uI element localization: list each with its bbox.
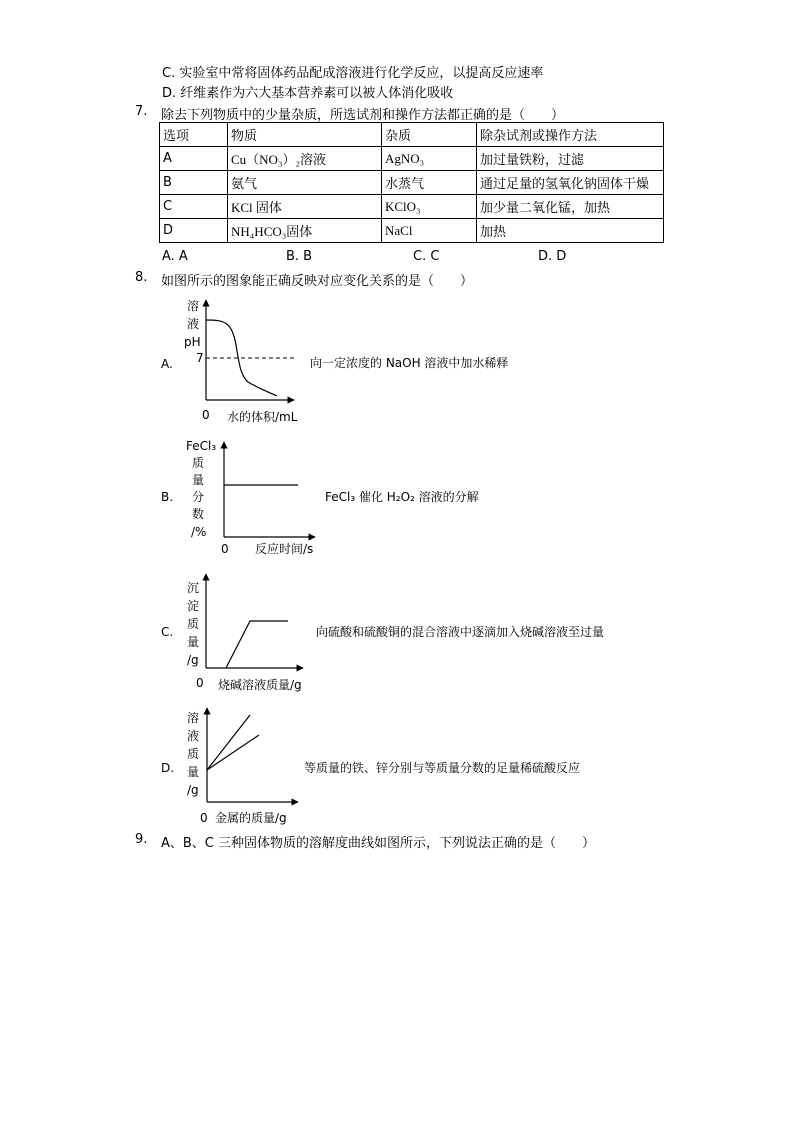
answer-b: B. B bbox=[286, 249, 313, 264]
graph-d-origin: 0 bbox=[200, 811, 208, 825]
answer-d: D. D bbox=[538, 249, 567, 264]
option-d-label: D. bbox=[161, 761, 175, 775]
option-b-desc: FeCl₃ 催化 H₂O₂ 溶液的分解 bbox=[325, 490, 479, 504]
graph-b-ylabel-5: 数 bbox=[192, 507, 205, 521]
graph-b-origin: 0 bbox=[221, 542, 229, 556]
cell-method: 加少量二氧化锰，加热 bbox=[477, 195, 664, 219]
graph-b-ylabel-2: 质 bbox=[192, 456, 205, 470]
q9-stem: A、B、C 三种固体物质的溶解度曲线如图所示，下列说法正确的是（ ） bbox=[161, 836, 596, 851]
option-a-desc: 向一定浓度的 NaOH 溶液中加水稀释 bbox=[310, 356, 509, 370]
graph-c-ylabel-3: 质 bbox=[187, 617, 200, 631]
table-header-row bbox=[160, 123, 664, 147]
cell-impurity: AgNO₃ bbox=[382, 147, 477, 171]
graph-a-tick-7: 7 bbox=[196, 351, 204, 365]
header-cell: 选项 bbox=[160, 123, 228, 147]
graph-b-ylabel-4: 分 bbox=[192, 490, 205, 504]
q8-stem: 如图所示的图象能正确反映对应变化关系的是（ ） bbox=[161, 274, 474, 289]
table-row bbox=[160, 219, 664, 243]
graph-c-ylabel-2: 淀 bbox=[187, 599, 200, 613]
option-b-label: B. bbox=[161, 490, 174, 504]
q7-stem: 除去下列物质中的少量杂质，所选试剂和操作方法都正确的是（ ） bbox=[161, 108, 565, 123]
graph-d-ylabel-4: 量 bbox=[187, 765, 200, 779]
graph-d-ylabel-2: 液 bbox=[187, 729, 200, 743]
graph-d-ylabel-1: 溶 bbox=[187, 711, 200, 725]
graph-d-ylabel-3: 质 bbox=[187, 747, 200, 761]
table-row bbox=[160, 171, 664, 195]
graph-d-line-steep bbox=[207, 715, 250, 770]
answer-a: A. A bbox=[162, 249, 188, 264]
cell-option: D bbox=[160, 219, 228, 243]
q7-table bbox=[159, 122, 664, 243]
graph-b-xlabel: 反应时间/s bbox=[255, 542, 314, 556]
graph-c-ylabel-5: /g bbox=[187, 653, 199, 667]
cell-method: 通过足量的氢氧化钠固体干燥 bbox=[477, 171, 664, 195]
cell-option: B bbox=[160, 171, 228, 195]
graph-a-ylabel-2: 液 bbox=[187, 317, 200, 331]
graph-d-xlabel: 金属的质量/g bbox=[215, 811, 287, 825]
cell-impurity: KClO₃ bbox=[382, 195, 477, 219]
header-cell: 物质 bbox=[228, 123, 382, 147]
graph-d-ylabel-5: /g bbox=[187, 783, 199, 797]
option-c-text: C. 实验室中常将固体药品配成溶液进行化学反应，以提高反应速率 bbox=[162, 66, 544, 81]
cell-substance: 氨气 bbox=[228, 171, 382, 195]
option-c-label: C. bbox=[161, 625, 174, 639]
cell-substance: Cu（NO₃）₂溶液 bbox=[228, 147, 382, 171]
graph-c-line bbox=[226, 621, 288, 668]
table-row bbox=[160, 195, 664, 219]
cell-substance: NH₄HCO₃固体 bbox=[228, 219, 382, 243]
graph-a-origin: 0 bbox=[202, 408, 210, 422]
option-d-text: D. 纤维素作为六大基本营养素可以被人体消化吸收 bbox=[162, 86, 454, 101]
graph-d-line-shallow bbox=[207, 735, 259, 770]
graph-c-ylabel-4: 量 bbox=[187, 635, 200, 649]
graph-c-xlabel: 烧碱溶液质量/g bbox=[218, 678, 302, 692]
cell-substance: KCl 固体 bbox=[228, 195, 382, 219]
q8-number: 8. bbox=[135, 270, 148, 285]
option-d-desc: 等质量的铁、锌分别与等质量分数的足量稀硫酸反应 bbox=[304, 761, 581, 775]
graph-c-origin: 0 bbox=[196, 676, 204, 690]
graph-b-ylabel-6: /% bbox=[191, 525, 207, 539]
option-a-label: A. bbox=[161, 357, 173, 371]
graph-a-ylabel-3: pH bbox=[184, 335, 201, 349]
graph-a-xlabel: 水的体积/mL bbox=[227, 410, 298, 424]
graph-c-ylabel-1: 沉 bbox=[187, 581, 200, 595]
q8-graphs bbox=[0, 290, 794, 850]
cell-impurity: NaCl bbox=[382, 219, 477, 243]
graph-b-ylabel-3: 量 bbox=[192, 473, 205, 487]
cell-option: A bbox=[160, 147, 228, 171]
q7-number: 7. bbox=[135, 104, 148, 119]
table-row bbox=[160, 147, 664, 171]
header-cell: 除杂试剂或操作方法 bbox=[477, 123, 664, 147]
cell-impurity: 水蒸气 bbox=[382, 171, 477, 195]
option-c-desc: 向硫酸和硫酸铜的混合溶液中逐滴加入烧碱溶液至过量 bbox=[316, 625, 605, 639]
cell-method: 加热 bbox=[477, 219, 664, 243]
q9-number: 9. bbox=[135, 832, 148, 847]
graph-b-ylabel-1: FeCl₃ bbox=[186, 439, 217, 453]
cell-option: C bbox=[160, 195, 228, 219]
graph-a-ylabel-1: 溶 bbox=[187, 299, 200, 313]
answer-c: C. C bbox=[413, 249, 440, 264]
header-cell: 杂质 bbox=[382, 123, 477, 147]
cell-method: 加过量铁粉，过滤 bbox=[477, 147, 664, 171]
